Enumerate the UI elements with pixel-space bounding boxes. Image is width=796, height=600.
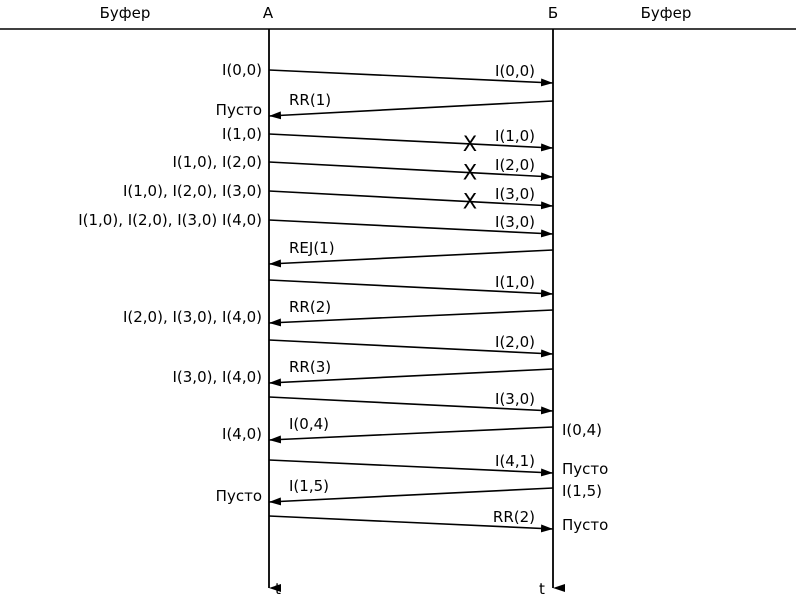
message-label: I(1,5) bbox=[289, 477, 329, 495]
lost-frame-mark: X bbox=[462, 160, 478, 185]
buffer-a-text: I(1,0) bbox=[222, 125, 262, 143]
time-label-a: t bbox=[275, 580, 281, 598]
buffer-b-text: I(1,5) bbox=[562, 482, 602, 500]
message-label: I(3,0) bbox=[495, 213, 535, 231]
lost-frame-mark: X bbox=[462, 131, 478, 156]
header-buffer-left: Буфер bbox=[99, 4, 151, 22]
buffer-a-text: I(1,0), I(2,0), I(3,0) bbox=[122, 182, 262, 200]
message-label: I(3,0) bbox=[495, 390, 535, 408]
message-label: RR(3) bbox=[289, 358, 332, 376]
message-label: RR(2) bbox=[492, 508, 535, 526]
time-label-b: t bbox=[539, 580, 545, 598]
message-label: I(0,4) bbox=[289, 415, 329, 433]
header-station-b: Б bbox=[547, 4, 559, 22]
lost-frame-mark: X bbox=[462, 189, 478, 214]
message-label: RR(1) bbox=[289, 91, 332, 109]
message-group bbox=[78, 61, 608, 534]
buffer-a-text: Пусто bbox=[215, 101, 262, 119]
buffer-a-text: I(0,0) bbox=[222, 61, 262, 79]
buffer-a-text: I(2,0), I(3,0), I(4,0) bbox=[122, 308, 262, 326]
buffer-b-text: Пусто bbox=[562, 516, 609, 534]
message-label: I(2,0) bbox=[495, 156, 535, 174]
buffer-b-text: Пусто bbox=[562, 460, 609, 478]
message-label: RR(2) bbox=[289, 298, 332, 316]
header-buffer-right: Буфер bbox=[640, 4, 692, 22]
message-label: I(1,0) bbox=[495, 127, 535, 145]
buffer-a-text: I(1,0), I(2,0) bbox=[172, 153, 262, 171]
message-label: I(0,0) bbox=[495, 62, 535, 80]
message-label: I(2,0) bbox=[495, 333, 535, 351]
message-label: I(1,0) bbox=[495, 273, 535, 291]
header-station-a: А bbox=[262, 4, 274, 22]
buffer-a-text: I(4,0) bbox=[222, 425, 262, 443]
buffer-a-text: I(3,0), I(4,0) bbox=[172, 368, 262, 386]
buffer-a-text: I(1,0), I(2,0), I(3,0) I(4,0) bbox=[78, 211, 262, 229]
message-label: REJ(1) bbox=[289, 239, 335, 257]
message-label: I(4,1) bbox=[495, 452, 535, 470]
buffer-a-text: Пусто bbox=[215, 487, 262, 505]
buffer-b-text: I(0,4) bbox=[562, 421, 602, 439]
message-label: I(3,0) bbox=[495, 185, 535, 203]
